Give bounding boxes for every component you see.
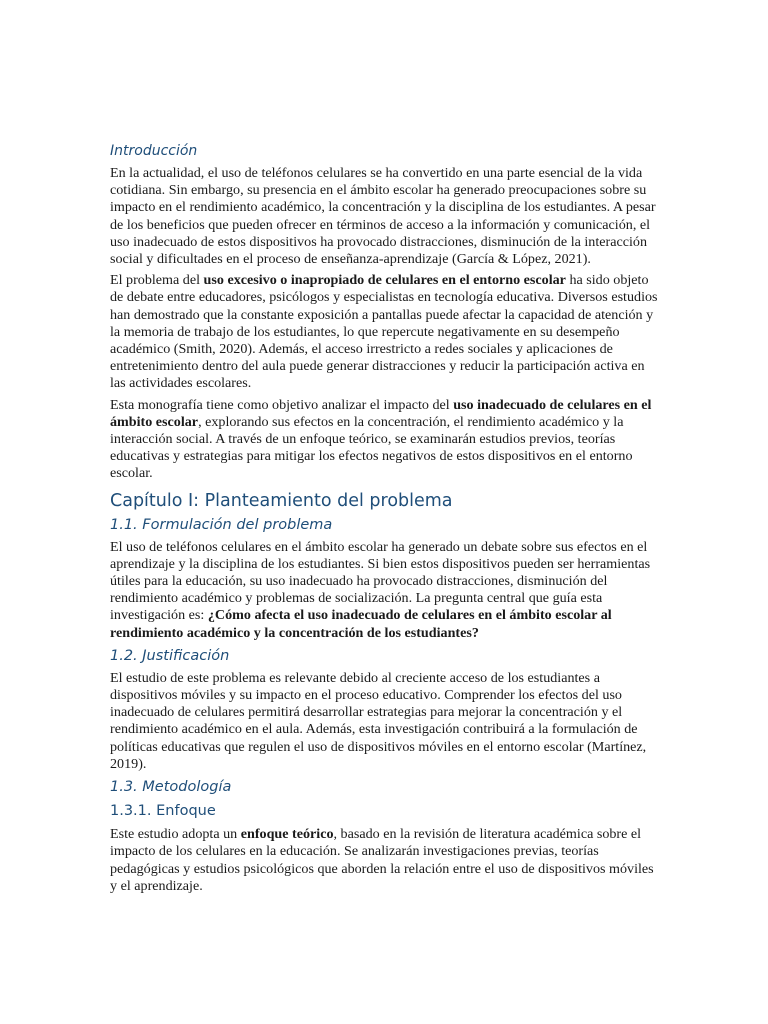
section-1-2-paragraph <box>110 670 660 773</box>
intro-p3-text-b: , explorando sus efectos en la concentración, el rendimiento académico y la interacción social. A través de un enfoque teórico, se examinarán estudios previos, teorías educativas y estrategias para mitigar los efectos negativos de estos dispositivos en el entorno escolar. <box>110 413 633 482</box>
section-1-1-heading: 1.1. Formulación del problema <box>110 516 333 533</box>
section-1-2-text: El estudio de este problema es relevante debido al creciente acceso de los estudiantes a dispositivos móviles y su impacto en el proceso educativo. Comprender los efectos del uso inadecuado de celulares permitirá desarrollar estrategias para mejorar la concentración y el rendimiento académico en el aula. Además, esta investigación contribuirá a la formulación de políticas educativas que regulen el uso de dispositivos móviles en el entorno escolar (Martínez, 2019). <box>110 669 647 772</box>
section-1-3-1-bold: enfoque teórico <box>240 826 334 843</box>
section-1-1-text: El uso de teléfonos celulares en el ámbito escolar ha generado un debate sobre sus efectos en el aprendizaje y la disciplina de los estudiantes. Si bien estos dispositivos pueden ser herramientas útiles para la educación, su uso inadecuado ha provocado distracciones, disminución del rendimiento académico y problemas de socialización. La pregunta central que guía esta investigación es: <box>110 538 651 624</box>
document-body <box>110 141 660 899</box>
intro-paragraph-2 <box>110 272 660 392</box>
section-1-3-heading: 1.3. Metodología <box>110 779 232 796</box>
section-1-3-1-text-a: Este estudio adopta un <box>110 826 241 843</box>
section-1-1-paragraph <box>110 539 660 642</box>
introduction-heading: Introducción <box>110 143 198 159</box>
intro-p3-bold: uso inadecuado de celulares en el ámbito escolar <box>110 396 652 430</box>
intro-paragraph-1 <box>110 165 660 268</box>
section-1-3-1-heading: 1.3.1. Enfoque <box>110 803 216 820</box>
intro-p1-text: En la actualidad, el uso de teléfonos celulares se ha convertido en una parte esencial de la vida cotidiana. Sin embargo, su presencia en el ámbito escolar ha generado preocupaciones sobre su impacto en el rendimiento académico, la concentración y la disciplina de los estudiantes. A pesar de los beneficios que pueden ofrecer en términos de acceso a la información y comunicación, el uso inadecuado de estos dispositivos ha provocado distracciones, disminución de la interacción social y dificultades en el proceso de enseñanza-aprendizaje (García & López, 2021). <box>110 165 656 268</box>
intro-p2-text-b: ha sido objeto de debate entre educadores, psicólogos y especialistas en tecnología educativa. Diversos estudios han demostrado que la constante exposición a pantallas puede afectar la capacidad de atención y la memoria de trabajo de los estudiantes, lo que repercute negativamente en su desempeño académico (Smith, 2020). Además, el acceso irrestricto a redes sociales y aplicaciones de entretenimiento dentro del aula puede generar distracciones y reducir la participación activa en las actividades escolares. <box>110 272 658 392</box>
section-1-3-1-paragraph <box>110 826 660 895</box>
intro-p2-bold: uso excesivo o inapropiado de celulares en el entorno escolar <box>203 272 566 289</box>
intro-paragraph-3 <box>110 397 660 483</box>
section-1-2-heading: 1.2. Justificación <box>110 647 230 664</box>
intro-p3-text-a: Esta monografía tiene como objetivo analizar el impacto del <box>110 396 454 413</box>
intro-p2-text-a: El problema del <box>110 272 204 289</box>
chapter-1-heading: Capítulo I: Planteamiento del problema <box>110 490 453 511</box>
research-question: ¿Cómo afecta el uso inadecuado de celulares en el ámbito escolar al rendimiento académico y la concentración de los estudiantes? <box>110 607 612 641</box>
section-1-3-1-text-b: , basado en la revisión de literatura académica sobre el impacto de los celulares en la educación. Se analizarán investigaciones previas, teorías pedagógicas y estudios psicológicos que aborden la relación entre el uso de dispositivos móviles y el aprendizaje. <box>110 826 654 894</box>
